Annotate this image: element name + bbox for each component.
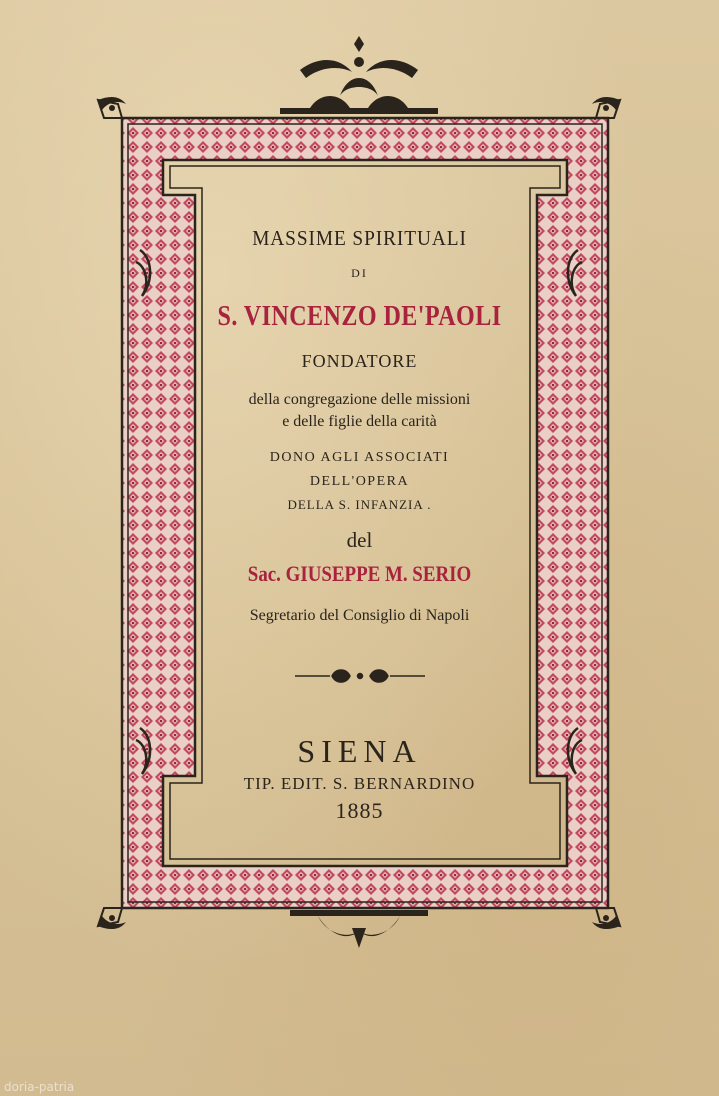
book-title: MASSIME SPIRITUALI xyxy=(252,226,467,250)
publication-year: 1885 xyxy=(335,798,384,823)
printer-name: TIP. EDIT. S. BERNARDINO xyxy=(243,774,476,793)
congregation-line-2: e delle figlie della carità xyxy=(282,413,437,430)
dedication-line-1: DONO AGLI ASSOCIATI xyxy=(269,450,450,465)
fondatore-label: FONDATORE xyxy=(301,351,418,371)
author-role: Segretario del Consiglio di Napoli xyxy=(249,607,470,624)
publication-city: SIENA xyxy=(297,733,422,769)
dedication-line-3: DELLA S. INFANZIA . xyxy=(287,497,432,512)
saint-name: S. VINCENZO DE'PAOLI xyxy=(217,301,502,332)
watermark-text: doria-patria xyxy=(4,1080,75,1094)
preposition-di: DI xyxy=(351,266,368,280)
dedication-line-2: DELL'OPERA xyxy=(309,474,410,489)
congregation-line-1: della congregazione delle missioni xyxy=(248,391,471,408)
preposition-del: del xyxy=(346,528,373,552)
author-name: Sac. GIUSEPPE M. SERIO xyxy=(247,561,472,586)
